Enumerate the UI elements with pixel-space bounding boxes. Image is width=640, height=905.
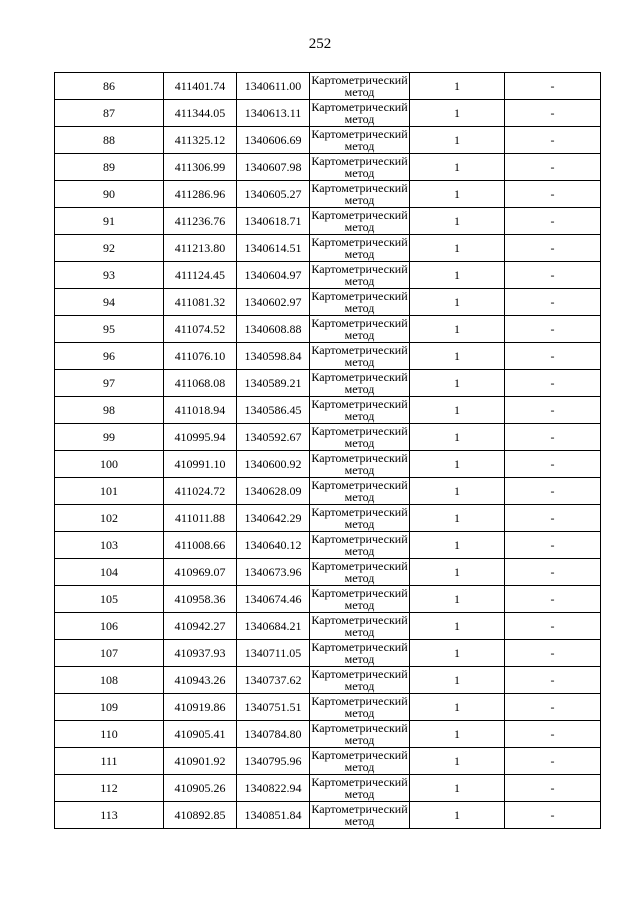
description-cell: - — [505, 478, 601, 505]
accuracy-cell: 1 — [410, 613, 505, 640]
table-row — [55, 694, 601, 721]
point-number-cell: 103 — [55, 532, 164, 559]
accuracy-cell: 1 — [410, 748, 505, 775]
method-cell: Картометрический метод — [311, 181, 408, 207]
accuracy-cell: 1 — [410, 100, 505, 127]
y-coordinate-cell: 1340673.96 — [237, 559, 310, 586]
y-coordinate-cell: 1340795.96 — [237, 748, 310, 775]
description-cell: - — [505, 73, 601, 100]
point-number-cell: 95 — [55, 316, 164, 343]
x-coordinate-cell: 410958.36 — [164, 586, 237, 613]
description-cell: - — [505, 262, 601, 289]
description-cell: - — [505, 343, 601, 370]
table-row — [55, 289, 601, 316]
table-row — [55, 613, 601, 640]
description-cell: - — [505, 586, 601, 613]
x-coordinate-cell: 411011.88 — [164, 505, 237, 532]
y-coordinate-cell: 1340751.51 — [237, 694, 310, 721]
accuracy-cell: 1 — [410, 397, 505, 424]
table-row — [55, 802, 601, 829]
x-coordinate-cell: 411236.76 — [164, 208, 237, 235]
x-coordinate-cell: 410905.26 — [164, 775, 237, 802]
y-coordinate-cell: 1340600.92 — [237, 451, 310, 478]
point-number-cell: 92 — [55, 235, 164, 262]
x-coordinate-cell: 410991.10 — [164, 451, 237, 478]
accuracy-cell: 1 — [410, 775, 505, 802]
accuracy-cell: 1 — [410, 208, 505, 235]
x-coordinate-cell: 410905.41 — [164, 721, 237, 748]
y-coordinate-cell: 1340611.00 — [237, 73, 310, 100]
point-number-cell: 107 — [55, 640, 164, 667]
point-number-cell: 91 — [55, 208, 164, 235]
method-cell: Картометрический метод — [311, 640, 408, 666]
x-coordinate-cell: 411213.80 — [164, 235, 237, 262]
table-row — [55, 370, 601, 397]
method-cell: Картометрический метод — [311, 235, 408, 261]
accuracy-cell: 1 — [410, 127, 505, 154]
method-cell: Картометрический метод — [311, 505, 408, 531]
x-coordinate-cell: 411074.52 — [164, 316, 237, 343]
method-cell: Картометрический метод — [311, 127, 408, 153]
accuracy-cell: 1 — [410, 370, 505, 397]
point-number-cell: 112 — [55, 775, 164, 802]
method-cell: Картометрический метод — [311, 613, 408, 639]
point-number-cell: 96 — [55, 343, 164, 370]
point-number-cell: 109 — [55, 694, 164, 721]
x-coordinate-cell: 411081.32 — [164, 289, 237, 316]
description-cell: - — [505, 316, 601, 343]
accuracy-cell: 1 — [410, 316, 505, 343]
y-coordinate-cell: 1340784.80 — [237, 721, 310, 748]
table-body — [55, 73, 601, 829]
y-coordinate-cell: 1340613.11 — [237, 100, 310, 127]
x-coordinate-cell: 411018.94 — [164, 397, 237, 424]
table-row — [55, 73, 601, 100]
table-row — [55, 100, 601, 127]
y-coordinate-cell: 1340614.51 — [237, 235, 310, 262]
point-number-cell: 101 — [55, 478, 164, 505]
method-cell: Картометрический метод — [311, 559, 408, 585]
method-cell: Картометрический метод — [311, 343, 408, 369]
method-cell: Картометрический метод — [311, 208, 408, 234]
method-cell: Картометрический метод — [311, 73, 408, 99]
y-coordinate-cell: 1340586.45 — [237, 397, 310, 424]
point-number-cell: 90 — [55, 181, 164, 208]
y-coordinate-cell: 1340589.21 — [237, 370, 310, 397]
point-number-cell: 102 — [55, 505, 164, 532]
x-coordinate-cell: 410892.85 — [164, 802, 237, 829]
method-cell: Картометрический метод — [311, 721, 408, 747]
x-coordinate-cell: 411344.05 — [164, 100, 237, 127]
y-coordinate-cell: 1340674.46 — [237, 586, 310, 613]
accuracy-cell: 1 — [410, 802, 505, 829]
table-row — [55, 127, 601, 154]
coordinates-table — [54, 72, 601, 829]
table-row — [55, 748, 601, 775]
y-coordinate-cell: 1340628.09 — [237, 478, 310, 505]
method-cell: Картометрический метод — [311, 316, 408, 342]
x-coordinate-cell: 411306.99 — [164, 154, 237, 181]
y-coordinate-cell: 1340607.98 — [237, 154, 310, 181]
table-row — [55, 316, 601, 343]
accuracy-cell: 1 — [410, 694, 505, 721]
y-coordinate-cell: 1340640.12 — [237, 532, 310, 559]
description-cell: - — [505, 424, 601, 451]
description-cell: - — [505, 127, 601, 154]
method-cell: Картометрический метод — [311, 802, 408, 828]
description-cell: - — [505, 694, 601, 721]
y-coordinate-cell: 1340822.94 — [237, 775, 310, 802]
accuracy-cell: 1 — [410, 181, 505, 208]
accuracy-cell: 1 — [410, 640, 505, 667]
description-cell: - — [505, 802, 601, 829]
method-cell: Картометрический метод — [311, 370, 408, 396]
x-coordinate-cell: 410919.86 — [164, 694, 237, 721]
accuracy-cell: 1 — [410, 505, 505, 532]
point-number-cell: 100 — [55, 451, 164, 478]
y-coordinate-cell: 1340605.27 — [237, 181, 310, 208]
accuracy-cell: 1 — [410, 343, 505, 370]
method-cell: Картометрический метод — [311, 586, 408, 612]
x-coordinate-cell: 411008.66 — [164, 532, 237, 559]
table-row — [55, 235, 601, 262]
y-coordinate-cell: 1340608.88 — [237, 316, 310, 343]
point-number-cell: 97 — [55, 370, 164, 397]
x-coordinate-cell: 411076.10 — [164, 343, 237, 370]
accuracy-cell: 1 — [410, 667, 505, 694]
point-number-cell: 93 — [55, 262, 164, 289]
x-coordinate-cell: 411124.45 — [164, 262, 237, 289]
accuracy-cell: 1 — [410, 154, 505, 181]
y-coordinate-cell: 1340618.71 — [237, 208, 310, 235]
table-row — [55, 208, 601, 235]
description-cell: - — [505, 208, 601, 235]
table-row — [55, 181, 601, 208]
table-row — [55, 586, 601, 613]
point-number-cell: 113 — [55, 802, 164, 829]
x-coordinate-cell: 410937.93 — [164, 640, 237, 667]
description-cell: - — [505, 613, 601, 640]
point-number-cell: 94 — [55, 289, 164, 316]
x-coordinate-cell: 411068.08 — [164, 370, 237, 397]
point-number-cell: 86 — [55, 73, 164, 100]
method-cell: Картометрический метод — [311, 289, 408, 315]
accuracy-cell: 1 — [410, 586, 505, 613]
x-coordinate-cell: 411286.96 — [164, 181, 237, 208]
method-cell: Картометрический метод — [311, 667, 408, 693]
point-number-cell: 106 — [55, 613, 164, 640]
point-number-cell: 111 — [55, 748, 164, 775]
description-cell: - — [505, 100, 601, 127]
x-coordinate-cell: 410943.26 — [164, 667, 237, 694]
accuracy-cell: 1 — [410, 532, 505, 559]
description-cell: - — [505, 640, 601, 667]
table-row — [55, 478, 601, 505]
method-cell: Картометрический метод — [311, 451, 408, 477]
accuracy-cell: 1 — [410, 559, 505, 586]
y-coordinate-cell: 1340602.97 — [237, 289, 310, 316]
y-coordinate-cell: 1340604.97 — [237, 262, 310, 289]
table-row — [55, 154, 601, 181]
x-coordinate-cell: 410995.94 — [164, 424, 237, 451]
table-row — [55, 559, 601, 586]
table-row — [55, 532, 601, 559]
description-cell: - — [505, 505, 601, 532]
x-coordinate-cell: 411325.12 — [164, 127, 237, 154]
table-row — [55, 424, 601, 451]
y-coordinate-cell: 1340684.21 — [237, 613, 310, 640]
point-number-cell: 110 — [55, 721, 164, 748]
accuracy-cell: 1 — [410, 424, 505, 451]
y-coordinate-cell: 1340737.62 — [237, 667, 310, 694]
description-cell: - — [505, 181, 601, 208]
description-cell: - — [505, 235, 601, 262]
accuracy-cell: 1 — [410, 478, 505, 505]
y-coordinate-cell: 1340592.67 — [237, 424, 310, 451]
description-cell: - — [505, 721, 601, 748]
description-cell: - — [505, 532, 601, 559]
accuracy-cell: 1 — [410, 262, 505, 289]
description-cell: - — [505, 748, 601, 775]
accuracy-cell: 1 — [410, 721, 505, 748]
point-number-cell: 104 — [55, 559, 164, 586]
method-cell: Картометрический метод — [311, 478, 408, 504]
accuracy-cell: 1 — [410, 289, 505, 316]
table-row — [55, 640, 601, 667]
y-coordinate-cell: 1340642.29 — [237, 505, 310, 532]
table-row — [55, 775, 601, 802]
accuracy-cell: 1 — [410, 451, 505, 478]
x-coordinate-cell: 411401.74 — [164, 73, 237, 100]
x-coordinate-cell: 410901.92 — [164, 748, 237, 775]
description-cell: - — [505, 289, 601, 316]
page-number: 252 — [308, 36, 332, 52]
point-number-cell: 89 — [55, 154, 164, 181]
method-cell: Картометрический метод — [311, 532, 408, 558]
table-row — [55, 505, 601, 532]
table-row — [55, 397, 601, 424]
method-cell: Картометрический метод — [311, 775, 408, 801]
method-cell: Картометрический метод — [311, 397, 408, 423]
x-coordinate-cell: 410969.07 — [164, 559, 237, 586]
method-cell: Картометрический метод — [311, 154, 408, 180]
y-coordinate-cell: 1340711.05 — [237, 640, 310, 667]
table-row — [55, 721, 601, 748]
description-cell: - — [505, 370, 601, 397]
x-coordinate-cell: 411024.72 — [164, 478, 237, 505]
method-cell: Картометрический метод — [311, 424, 408, 450]
y-coordinate-cell: 1340851.84 — [237, 802, 310, 829]
y-coordinate-cell: 1340606.69 — [237, 127, 310, 154]
description-cell: - — [505, 559, 601, 586]
method-cell: Картометрический метод — [311, 262, 408, 288]
x-coordinate-cell: 410942.27 — [164, 613, 237, 640]
accuracy-cell: 1 — [410, 235, 505, 262]
description-cell: - — [505, 451, 601, 478]
table-row — [55, 667, 601, 694]
point-number-cell: 108 — [55, 667, 164, 694]
point-number-cell: 99 — [55, 424, 164, 451]
point-number-cell: 87 — [55, 100, 164, 127]
description-cell: - — [505, 775, 601, 802]
y-coordinate-cell: 1340598.84 — [237, 343, 310, 370]
table-row — [55, 262, 601, 289]
method-cell: Картометрический метод — [311, 748, 408, 774]
table-row — [55, 451, 601, 478]
description-cell: - — [505, 397, 601, 424]
point-number-cell: 98 — [55, 397, 164, 424]
description-cell: - — [505, 667, 601, 694]
point-number-cell: 88 — [55, 127, 164, 154]
table-row — [55, 343, 601, 370]
accuracy-cell: 1 — [410, 73, 505, 100]
method-cell: Картометрический метод — [311, 694, 408, 720]
method-cell: Картометрический метод — [311, 100, 408, 126]
point-number-cell: 105 — [55, 586, 164, 613]
description-cell: - — [505, 154, 601, 181]
